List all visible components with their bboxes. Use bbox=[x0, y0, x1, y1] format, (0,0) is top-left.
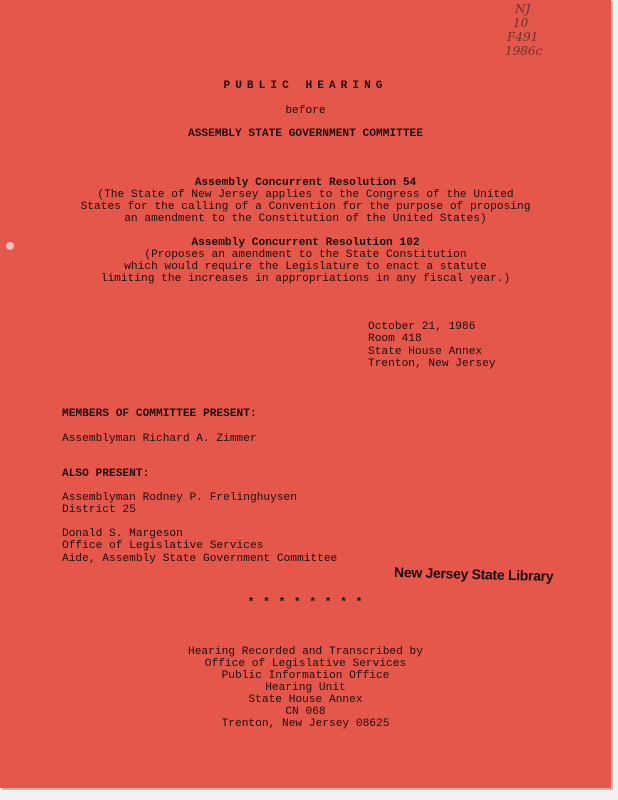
person-role: Aide, Assembly State Government Committee bbox=[62, 552, 338, 565]
footer-line: State House Annex bbox=[248, 694, 363, 706]
resolution-54-line: States for the calling of a Convention for the purpose of proposing bbox=[80, 201, 531, 213]
resolution-54-title: Assembly Concurrent Resolution 54 bbox=[194, 177, 417, 189]
member-name: Assemblyman Richard A. Zimmer bbox=[62, 433, 257, 445]
also-present-person bbox=[62, 528, 337, 565]
handwritten-line: F491 bbox=[507, 30, 539, 44]
handwritten-call-number bbox=[505, 2, 575, 58]
footer-line: Public Information Office bbox=[221, 670, 390, 682]
handwritten-line: NJ bbox=[515, 2, 531, 16]
hearing-date: October 21, 1986 bbox=[368, 321, 476, 333]
members-heading: MEMBERS OF COMMITTEE PRESENT: bbox=[62, 408, 257, 420]
resolution-54-line: (The State of New Jersey applies to the Congress of the United bbox=[97, 189, 514, 201]
person-name: Donald S. Margeson bbox=[62, 528, 183, 540]
footer-line: Office of Legislative Services bbox=[204, 658, 407, 670]
also-present-heading: ALSO PRESENT: bbox=[62, 468, 150, 480]
hearing-details bbox=[368, 321, 496, 371]
committee-name: ASSEMBLY STATE GOVERNMENT COMMITTEE bbox=[188, 128, 423, 140]
page-title: PUBLIC HEARING bbox=[223, 80, 388, 92]
handwritten-line: 1986c bbox=[505, 44, 543, 58]
footer-line: Hearing Unit bbox=[265, 682, 346, 694]
person-role: Office of Legislative Services bbox=[62, 540, 264, 553]
hearing-city: Trenton, New Jersey bbox=[368, 358, 496, 371]
handwritten-line: 10 bbox=[513, 16, 529, 30]
also-present-person bbox=[62, 492, 297, 517]
library-stamp: New Jersey State Library bbox=[393, 563, 554, 585]
resolution-102-line: (Proposes an amendment to the State Constitution bbox=[144, 249, 467, 261]
separator-asterisks: * * * * * * * * bbox=[247, 597, 364, 609]
person-name: Assemblyman Rodney P. Frelinghuysen bbox=[62, 492, 297, 504]
hearing-room: Room 418 bbox=[368, 333, 422, 346]
footer-line: Hearing Recorded and Transcribed by bbox=[188, 646, 423, 658]
footer-line: Trenton, New Jersey 08625 bbox=[221, 718, 390, 730]
before-label: before bbox=[285, 105, 326, 117]
resolution-102-title: Assembly Concurrent Resolution 102 bbox=[191, 237, 420, 249]
footer-line: CN 068 bbox=[285, 706, 326, 718]
hearing-building: State House Annex bbox=[368, 345, 483, 358]
resolution-102-line: limiting the increases in appropriations in any fiscal year.) bbox=[100, 273, 511, 285]
resolution-54-line: an amendment to the Constitution of the United States) bbox=[124, 213, 487, 225]
person-role: District 25 bbox=[62, 504, 136, 517]
resolution-102-line: which would require the Legislature to enact a statute bbox=[124, 261, 487, 273]
